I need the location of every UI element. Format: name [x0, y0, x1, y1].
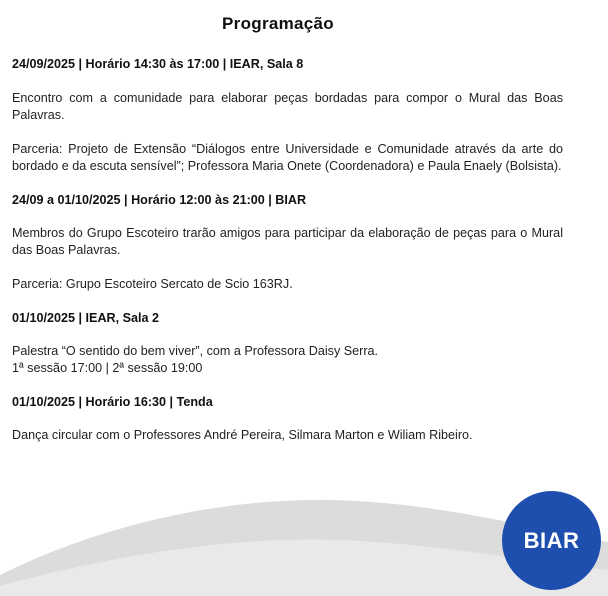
biar-logo — [502, 491, 601, 590]
program-item — [12, 192, 563, 293]
item-description: Palestra “O sentido do bem viver”, com a Professora Daisy Serra. — [12, 344, 379, 358]
item-partnership: Parceria: Projeto de Extensão “Diálogos entre Universidade e Comunidade através da arte do bordado e da escuta sensível”; Professora Maria Onete (Coordenadora) e Paula Enaely (Bolsista). — [12, 142, 563, 173]
item-sessions: 1ª sessão 17:00 | 2ª sessão 19:00 — [12, 361, 203, 375]
item-heading: 24/09/2025 | Horário 14:30 às 17:00 | IEAR, Sala 8 — [12, 57, 304, 71]
program-item — [12, 394, 563, 444]
item-description: Encontro com a comunidade para elaborar peças bordadas para compor o Mural das Boas Palavras. — [12, 91, 563, 122]
item-description: Dança circular com o Professores André Pereira, Silmara Marton e Wiliam Ribeiro. — [12, 428, 473, 442]
page-title: Programação — [222, 14, 334, 33]
program-item — [12, 56, 563, 175]
program-content — [12, 56, 563, 461]
program-item — [12, 310, 563, 377]
biar-logo-label: BIAR — [523, 527, 580, 553]
item-partnership: Parceria: Grupo Escoteiro Sercato de Scio 163RJ. — [12, 277, 293, 291]
item-description: Membros do Grupo Escoteiro trarão amigos para participar da elaboração de peças para o Mural das Boas Palavras. — [12, 226, 563, 257]
item-heading: 01/10/2025 | IEAR, Sala 2 — [12, 311, 160, 325]
item-heading: 01/10/2025 | Horário 16:30 | Tenda — [12, 395, 213, 409]
item-heading: 24/09 a 01/10/2025 | Horário 12:00 às 21:00 | BIAR — [12, 193, 307, 207]
